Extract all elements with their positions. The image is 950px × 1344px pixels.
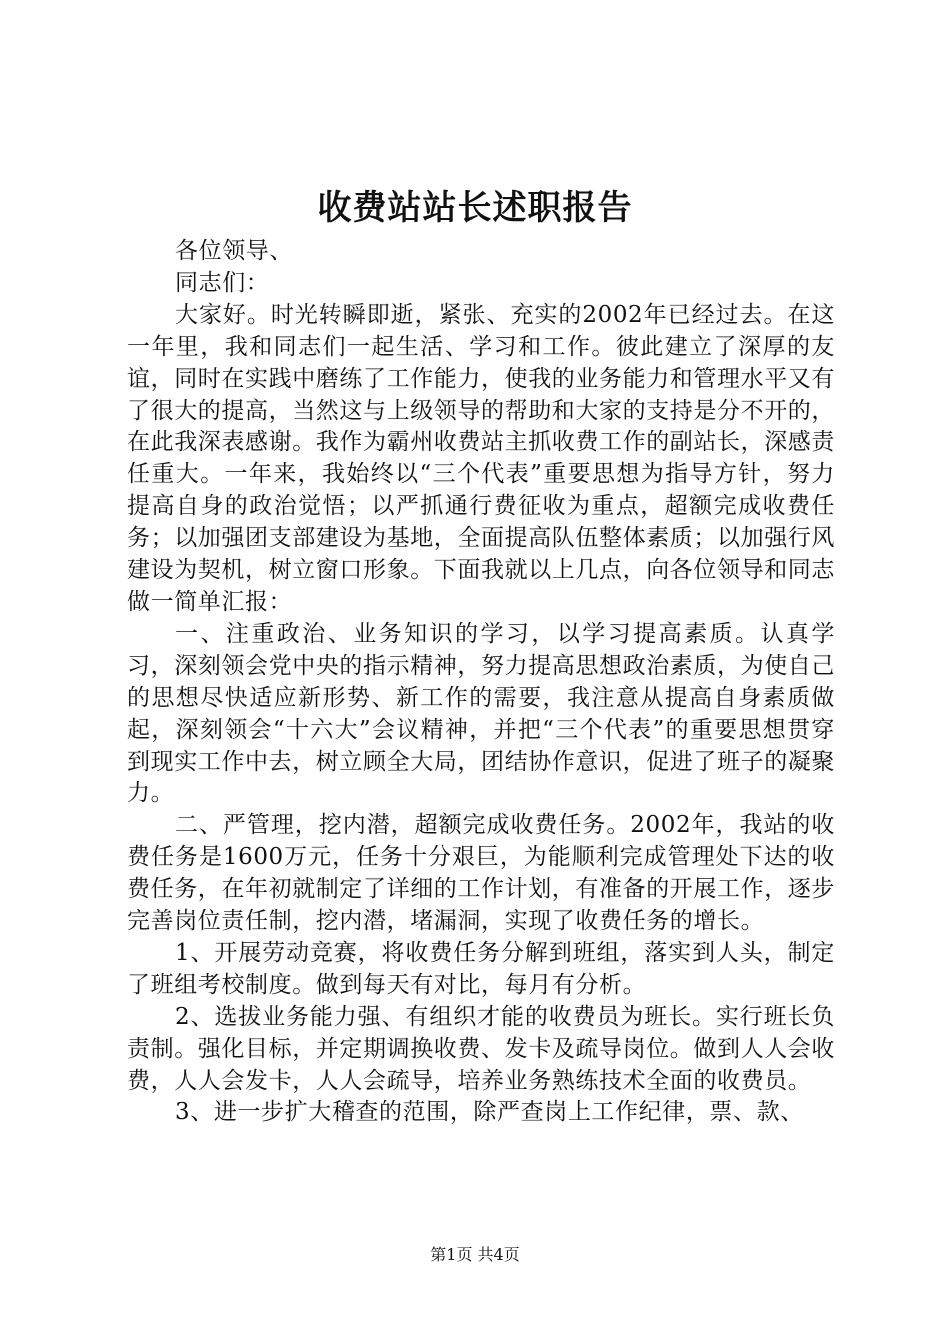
document-title: 收费站站长述职报告	[317, 188, 633, 228]
paragraph-intro: 大家好。时光转瞬即逝，紧张、充实的2002年已经过去。在这一年里，我和同志们一起生活、学习和工作。彼此建立了深厚的友谊，同时在实践中磨练了工作能力，使我的业务能力和管理水平又有了很大的提高，当然这与上级领导的帮助和大家的支持是分不开的，在此我深表感谢。我作为霸州收费站主抓收费工作的副站长，深感责任重大。一年来，我始终以“三个代表”重要思想为指导方针，努力提高自身的政治觉悟；以严抓通行费征收为重点，超额完成收费任务；以加强团支部建设为基地，全面提高队伍整体素质；以加强行风建设为契机，树立窗口形象。下面我就以上几点，向各位领导和同志做一简单汇报：	[127, 301, 835, 615]
salutation-line-2: 同志们：	[175, 269, 270, 296]
paragraph-section-1: 一、注重政治、业务知识的学习，以学习提高素质。认真学习，深刻领会党中央的指示精神，努力提高思想政治素质，为使自己的思想尽快适应新形势、新工作的需要，我注意从提高自身素质做起，深刻领会“十六大”会议精神，并把“三个代表”的重要思想贯穿到现实工作中去，树立顾全大局，团结协作意识，促进了班子的凝聚力。	[127, 620, 835, 807]
paragraph-section-2: 二、严管理，挖内潜，超额完成收费任务。2002年，我站的收费任务是1600万元，任务十分艰巨，为能顺利完成管理处下达的收费任务，在年初就制定了详细的工作计划，有准备的开展工作，逐步完善岗位责任制，挖内潜，堵漏洞，实现了收费任务的增长。	[127, 812, 835, 935]
page-number-footer: 第1页 共4页	[430, 1245, 520, 1264]
paragraph-item-3: 3、进一步扩大稽查的范围，除严查岗上工作纪律，票、款、	[175, 1099, 804, 1126]
document-body	[127, 236, 835, 1129]
paragraph-item-1: 1、开展劳动竞赛，将收费任务分解到班组，落实到人头，制定了班组考校制度。做到每天有对比，每月有分析。	[127, 939, 835, 998]
salutation-line-1: 各位领导、	[175, 238, 293, 264]
paragraph-item-2: 2、选拔业务能力强、有组织才能的收费员为班长。实行班长负责制。强化目标，并定期调换收费、发卡及疏导岗位。做到人人会收费，人人会发卡，人人会疏导，培养业务熟练技术全面的收费员。	[127, 1003, 835, 1094]
